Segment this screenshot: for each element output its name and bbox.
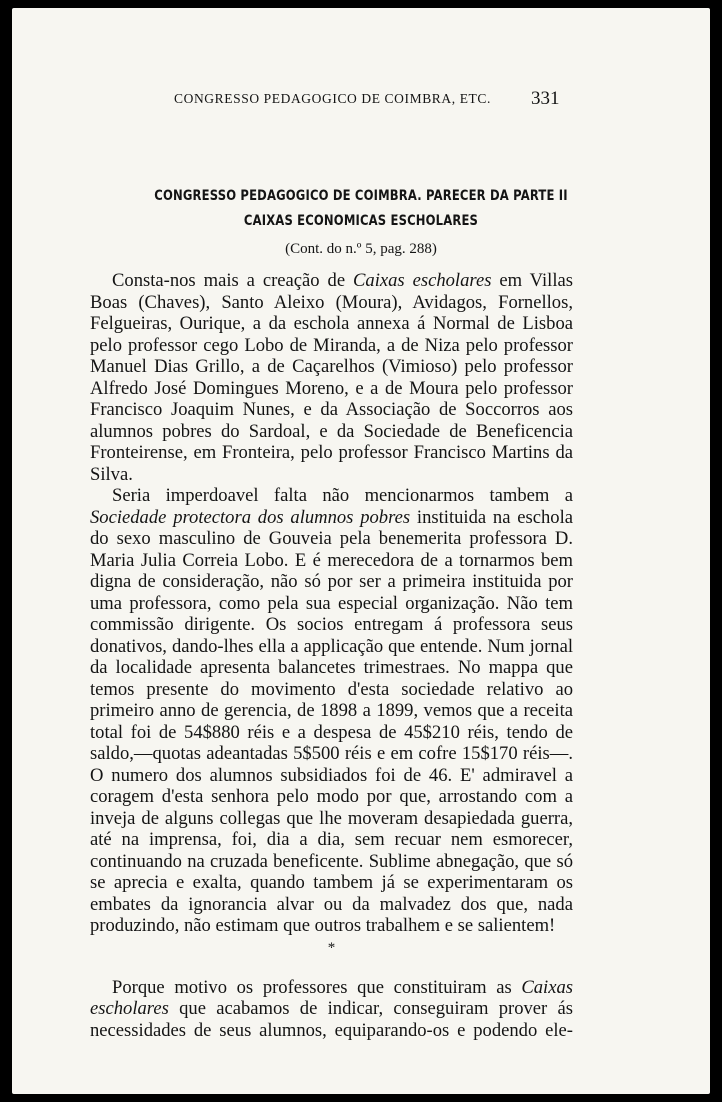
book-page xyxy=(12,8,710,1094)
paragraph-2 xyxy=(90,485,573,937)
paragraph-2-text-b: instituida na eschola do sexo masculino de Gouveia pela benemerita professora D. Maria Julia Correia Lobo. E é merecedora de a tornarmos bem digna de consideração, não só por ser a primeira instituida por uma professora, como pela sua especial organização. Não tem commissão dirigente. Os socios entregam á professora seus donativos, dando-lhes ella a applicação que entende. Num jornal da localidade apresenta balancetes trimestraes. No mappa que temos presente do movimento d'esta sociedade relativo ao primeiro anno de gerencia, de 1898 a 1899, vemos que a receita total foi de 54$880 réis e a despesa de 45$210 réis, tendo de saldo,—quotas adeantadas 5$500 réis e em cofre 15$170 réis—. O numero dos alumnos subsidiados foi de 46. E' admiravel a coragem d'esta senhora pelo modo por que, arrostando com a inveja de alguns collegas que lhe moveram desapiedada guerra, até na imprensa, foi, dia a dia, sem recuar nem esmorecer, continuando na cruzada beneficente. Sublime abnegação, que só se aprecia e exalta, quando tambem já se experimentaram os embates da ignorancia alvar ou da malvadez dos que, nada produzindo, não estimam que outros trabalhem e se salientem! xyxy=(90,506,573,936)
running-head xyxy=(12,88,710,118)
section-ornament: * xyxy=(327,939,336,956)
continuation-note: (Cont. do n.º 5, pag. 288) xyxy=(285,241,437,257)
section-gap xyxy=(90,959,573,977)
article-heading-line2: CAIXAS ECONOMICAS ESCHOLARES xyxy=(243,213,479,229)
running-title: CONGRESSO PEDAGOGICO DE COIMBRA, ETC. xyxy=(174,91,491,106)
paragraph-2-italic: Sociedade protectora dos alumnos pobres xyxy=(90,506,411,528)
paragraph-3-text-a: Porque motivo os professores que constituiram as xyxy=(112,976,522,998)
paragraph-2-text-a: Seria imperdoavel falta não mencionarmos tambem a xyxy=(112,485,573,506)
paragraph-3 xyxy=(90,977,573,1042)
article-heading-line1: CONGRESSO PEDAGOGICO DE COIMBRA. PARECER DA PARTE II xyxy=(154,188,568,204)
paragraph-3-text-b: que acabamos de indicar, conseguiram prover ás necessidades de seus alumnos, equiparando-os e podendo ele- xyxy=(90,998,573,1041)
article-body xyxy=(90,270,573,1041)
paragraph-1 xyxy=(90,270,573,485)
paragraph-1-text-a: Consta-nos mais a creação de xyxy=(112,270,354,291)
page-number: 331 xyxy=(531,88,560,109)
paragraph-1-text-b: em Villas Boas (Chaves), Santo Aleixo (Moura), Avidagos, Fornellos, Felgueiras, Ourique, a da eschola annexa á Normal de Lisboa pelo professor cego Lobo de Miranda, a de Niza pelo professor Manuel Dias Grillo, a de Caçarelhos (Vimioso) pelo professor Alfredo José Domingues Moreno, e a de Moura pelo professor Francisco Joaquim Nunes, e da Associação de Soccorros aos alumnos pobres do Sardoal, e da Sociedade de Beneficencia Fronteirense, em Fronteira, pelo professor Francisco Martins da Silva. xyxy=(90,270,573,485)
paragraph-3-italic: Caixas escholares xyxy=(90,976,573,1019)
paragraph-1-italic: Caixas escholares xyxy=(353,270,492,291)
